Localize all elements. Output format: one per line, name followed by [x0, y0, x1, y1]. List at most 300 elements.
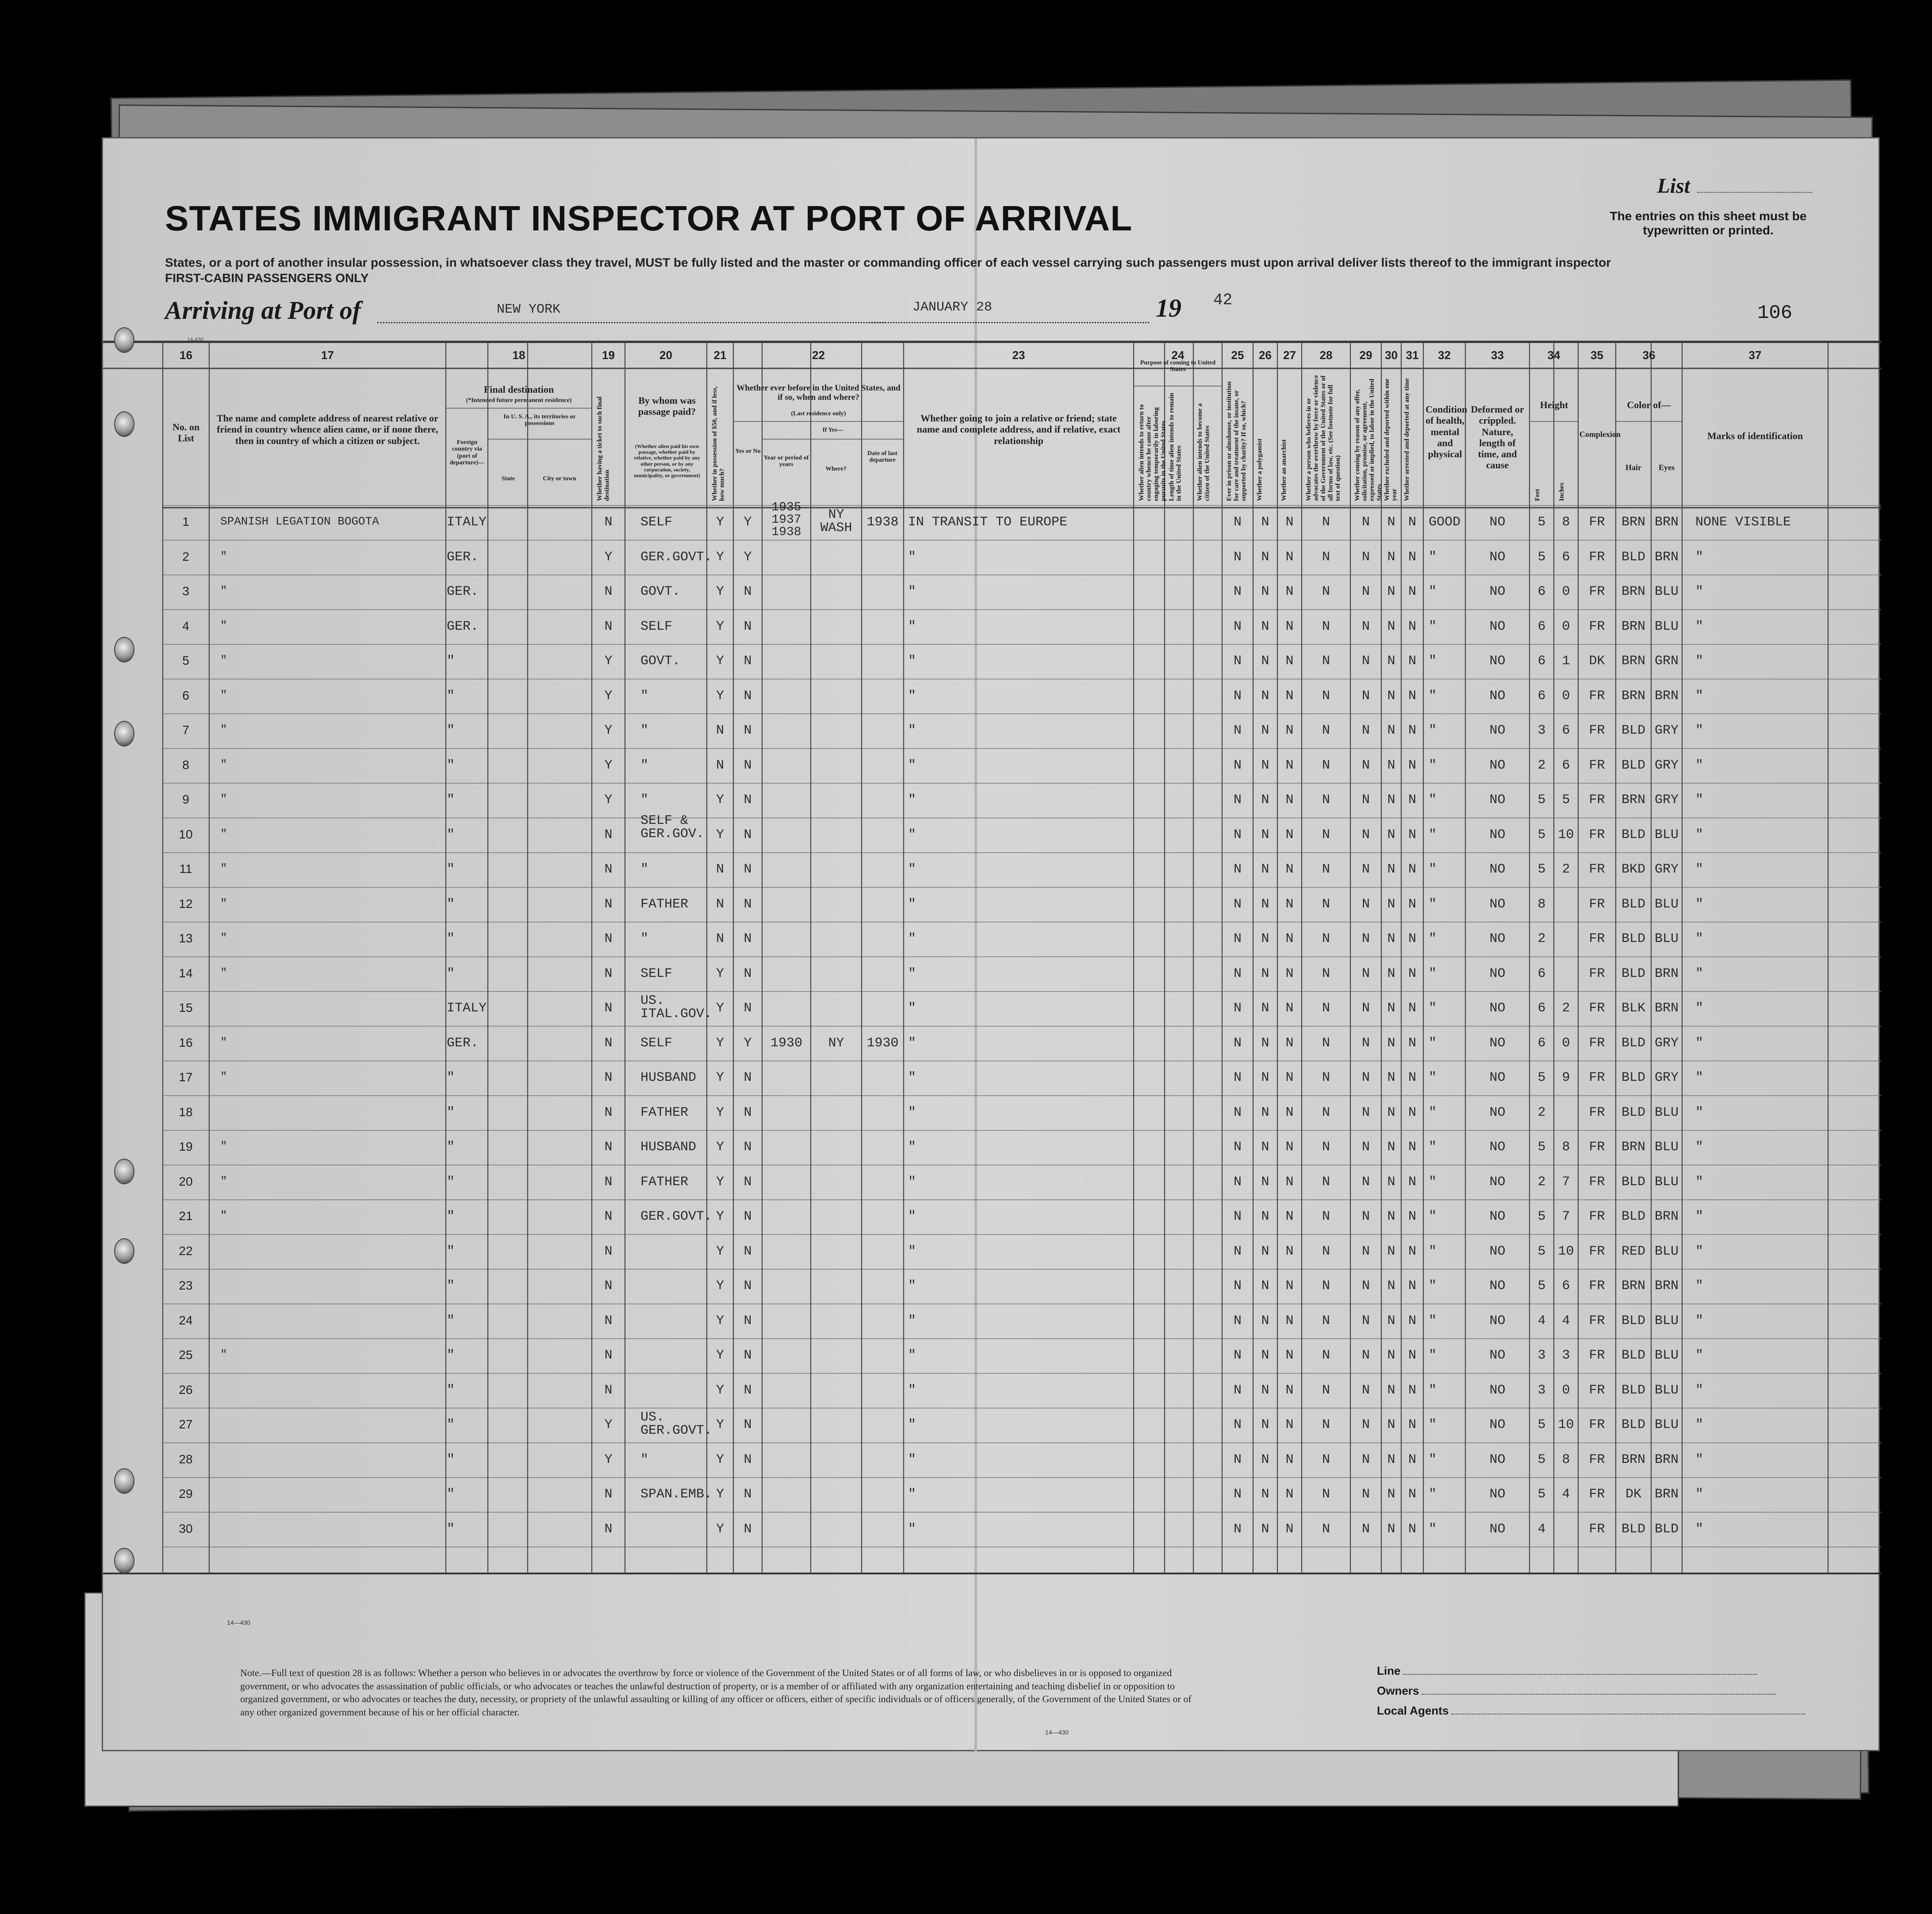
cell-q29: N [1361, 1244, 1370, 1259]
cell-complexion: FR [1589, 1382, 1605, 1398]
row-number: 6 [182, 688, 189, 702]
row-number: 25 [179, 1348, 193, 1362]
cell-hair: BRN [1621, 1279, 1645, 1294]
cell-q25: N [1233, 1279, 1242, 1294]
cell-money: Y [716, 1452, 724, 1467]
cell-marks: " [1695, 619, 1704, 634]
cell-q28: N [1322, 1244, 1330, 1259]
header-arrested: Whether arrested and deported at any time [1403, 378, 1411, 501]
cell-q28: N [1322, 654, 1330, 669]
cell-q28: N [1322, 1001, 1330, 1016]
cell-eyes: BRN [1654, 688, 1679, 704]
cell-health: " [1429, 1382, 1437, 1398]
cell-q28: N [1322, 688, 1330, 704]
cell-eyes: GRY [1654, 723, 1679, 739]
cell-inches: 8 [1562, 1452, 1570, 1467]
cell-deformed: NO [1489, 1313, 1506, 1328]
row-number: 27 [179, 1417, 193, 1432]
cell-before: N [744, 758, 752, 773]
cell-q26: N [1261, 896, 1269, 912]
cell-q27: N [1285, 1417, 1294, 1433]
column-number: 32 [1438, 348, 1451, 362]
cell-q28: N [1322, 1487, 1330, 1502]
header-anarchist: Whether an anarchist [1280, 439, 1288, 501]
cell-marks: " [1695, 862, 1704, 877]
cell-relative: " [220, 1035, 227, 1049]
footnote: Note.—Full text of question 28 is as follows: Whether a person who believes in or advocates the overthrow by force or violence of the Government of the United States or of all forms of law, or who disbelieves in or is opposed to organized government, or who advocates the assassination of public officials, or who advocates or teaches the unlawful destruction of property, or is a member of or affiliated with any organization entertaining and teaching disbelief in or opposition to organized government, or who advocates or teaches the duty, necessity, or propriety of the unlawful assaulting or killing of any officer or officers, either of specific individuals or of officers generally, of the Government of the United States or of any other organized government because of his or her official character. [240, 1667, 1192, 1718]
cell-ticket: N [604, 1140, 613, 1155]
cell-q29: N [1361, 1487, 1370, 1502]
cell-inches: 0 [1562, 619, 1570, 634]
cell-marks: " [1695, 654, 1704, 669]
cell-joining: " [908, 1244, 916, 1259]
cell-q29: N [1361, 1035, 1370, 1051]
header-city: City or town [543, 475, 576, 482]
cell-q30: N [1387, 1417, 1395, 1433]
cell-paid-by: " [640, 688, 649, 704]
cell-foreign: " [447, 966, 455, 981]
cell-ticket: N [604, 931, 613, 947]
cell-q30: N [1387, 1487, 1395, 1502]
cell-hair: BLD [1621, 1035, 1645, 1051]
row-number: 15 [179, 1001, 193, 1015]
cell-q30: N [1387, 1209, 1395, 1225]
cell-marks: " [1695, 966, 1704, 981]
cell-marks: " [1695, 1313, 1704, 1328]
cell-complexion: FR [1589, 549, 1605, 565]
cell-money: Y [716, 549, 724, 565]
cell-q31: N [1408, 1001, 1416, 1016]
cell-health: " [1429, 931, 1437, 947]
cell-q26: N [1261, 1174, 1269, 1190]
cell-q29: N [1361, 1452, 1370, 1467]
column-number: 16 [180, 348, 192, 362]
cell-hair: BRN [1621, 515, 1645, 530]
row-number: 10 [179, 827, 193, 841]
cell-before: N [744, 931, 752, 947]
cell-inches: 8 [1562, 515, 1570, 530]
cell-deformed: NO [1489, 1209, 1506, 1225]
header-before-note: (Last residence only) [791, 410, 846, 417]
cell-money: N [716, 723, 724, 739]
cell-q25: N [1233, 1452, 1242, 1467]
form-code: 14-430 [187, 337, 204, 343]
cell-eyes: BLU [1654, 1382, 1679, 1398]
cell-q29: N [1361, 1382, 1370, 1398]
cell-q28: N [1322, 966, 1330, 981]
cell-q29: N [1361, 654, 1370, 669]
cell-inches: 0 [1562, 1035, 1570, 1051]
cell-before: N [744, 1105, 752, 1120]
cell-q31: N [1408, 1035, 1416, 1051]
cell-q26: N [1261, 758, 1269, 773]
cell-q25: N [1233, 1070, 1242, 1086]
header-hair: Hair [1625, 463, 1641, 472]
cell-q27: N [1285, 1209, 1294, 1225]
cell-joining: " [908, 862, 916, 877]
cell-before: N [744, 896, 752, 912]
cell-foreign: " [447, 723, 455, 739]
cell-ticket: N [604, 1382, 613, 1398]
cell-q25: N [1233, 1417, 1242, 1433]
cell-before: N [744, 1487, 752, 1502]
cell-q31: N [1408, 1452, 1416, 1467]
cell-feet: 3 [1537, 723, 1546, 739]
cell-before: N [744, 1313, 752, 1328]
cell-q30: N [1387, 792, 1395, 808]
header-prison: Ever in prison or almshouse, or institution for care and treatment of the insane, or supported by charity? If so, which? [1226, 381, 1247, 501]
header-if-yes: If Yes— [822, 427, 843, 433]
cell-q29: N [1361, 688, 1370, 704]
cell-money: Y [716, 688, 724, 704]
cell-joining: " [908, 549, 916, 565]
manifest-sheet [102, 137, 1880, 1751]
cell-health: " [1429, 654, 1437, 669]
cell-q31: N [1408, 1174, 1416, 1190]
header-overthrow: Whether a person who believes in or advocates the overthrow by force or violence of the Government of the United States or of all forms of law, etc. (See footnote for full text of question) [1305, 375, 1342, 501]
cell-money: Y [716, 1244, 724, 1259]
cell-joining: " [908, 1140, 916, 1155]
cell-q28: N [1322, 1313, 1330, 1328]
header-inches: Inches [1558, 482, 1565, 501]
row-number: 17 [179, 1070, 193, 1084]
cell-q25: N [1233, 1382, 1242, 1398]
cell-paid-by: SELF [640, 515, 673, 530]
cell-inches: 1 [1562, 654, 1570, 669]
cell-paid-by: US. ITAL.GOV. [640, 993, 713, 1022]
cell-money: Y [716, 1035, 724, 1051]
row-number: 16 [179, 1035, 193, 1049]
column-number: 19 [602, 348, 615, 362]
cell-q30: N [1387, 1070, 1395, 1086]
cell-money: Y [716, 584, 724, 600]
cell-health: " [1429, 1348, 1437, 1363]
cell-joining: " [908, 1452, 916, 1467]
binder-hole [114, 411, 134, 437]
cell-feet: 2 [1537, 1174, 1546, 1190]
cell-q27: N [1285, 792, 1294, 808]
cell-complexion: FR [1589, 1209, 1605, 1225]
cell-marks: " [1695, 1001, 1704, 1016]
binder-hole [114, 327, 134, 353]
cell-foreign: GER. [447, 584, 479, 600]
cell-before: Y [744, 515, 752, 530]
cell-years: 1930 [770, 1035, 802, 1051]
cell-q30: N [1387, 1244, 1395, 1259]
cell-hair: BLD [1621, 1521, 1645, 1537]
header-purpose-citizen: Whether alien intends to become a citizen of the United States [1196, 403, 1211, 501]
cell-marks: " [1695, 1417, 1704, 1433]
header-where: Where? [825, 466, 847, 472]
row-number: 13 [179, 931, 193, 946]
cell-feet: 5 [1537, 1244, 1546, 1259]
cell-health: " [1429, 1244, 1437, 1259]
cell-q26: N [1261, 688, 1269, 704]
cell-q26: N [1261, 1105, 1269, 1120]
cell-q25: N [1233, 1487, 1242, 1502]
cell-q28: N [1322, 862, 1330, 877]
cell-marks: " [1695, 723, 1704, 739]
cell-q30: N [1387, 1001, 1395, 1016]
cell-q29: N [1361, 1105, 1370, 1120]
cell-deformed: NO [1489, 1487, 1506, 1502]
date-blank [866, 322, 1149, 323]
cell-feet: 5 [1537, 549, 1546, 565]
row-number: 29 [179, 1487, 193, 1501]
cell-deformed: NO [1489, 1070, 1506, 1086]
cell-before: Y [744, 1035, 752, 1051]
cell-marks: " [1695, 1174, 1704, 1190]
cell-money: N [716, 931, 724, 947]
cell-q29: N [1361, 1348, 1370, 1363]
row-number: 3 [182, 584, 189, 598]
cell-feet: 6 [1537, 1001, 1546, 1016]
cell-deformed: NO [1489, 896, 1506, 912]
cell-foreign: GER. [447, 619, 479, 634]
cell-q31: N [1408, 792, 1416, 808]
cell-health: " [1429, 1279, 1437, 1294]
cell-before: N [744, 723, 752, 739]
cell-complexion: FR [1589, 896, 1605, 912]
column-number: 27 [1283, 348, 1296, 362]
cell-complexion: FR [1589, 619, 1605, 634]
cell-q25: N [1233, 792, 1242, 808]
column-number: 36 [1642, 348, 1656, 362]
cell-hair: BRN [1621, 792, 1645, 808]
cell-q30: N [1387, 584, 1395, 600]
cell-relative: " [220, 1140, 227, 1153]
cell-q27: N [1285, 549, 1294, 565]
instructions-line: States, or a port of another insular possession, in whatsoever class they travel, MUST be fully listed and the master or commanding officer of each vessel carrying such passengers must upon arrival deliver lists thereof to the immigrant inspector [165, 256, 1611, 269]
cell-ticket: N [604, 966, 613, 981]
row-number: 26 [179, 1382, 193, 1397]
binder-hole [114, 1548, 134, 1573]
cell-marks: " [1695, 1070, 1704, 1086]
cell-q30: N [1387, 1105, 1395, 1120]
cell-q29: N [1361, 1209, 1370, 1225]
cell-money: Y [716, 792, 724, 808]
cell-eyes: BRN [1654, 515, 1679, 530]
cell-eyes: BRN [1654, 1487, 1679, 1502]
cell-marks: " [1695, 1244, 1704, 1259]
header-ticket: Whether having a ticket to such final destination [596, 396, 611, 501]
cell-q31: N [1408, 1105, 1416, 1120]
cell-health: GOOD [1429, 515, 1461, 530]
cell-where: NY WASH [820, 507, 852, 536]
cell-q26: N [1261, 1313, 1269, 1328]
cell-before: N [744, 1001, 752, 1016]
cell-marks: " [1695, 827, 1704, 842]
cell-ticket: Y [604, 758, 613, 773]
header-marks: Marks of identification [1707, 430, 1803, 441]
cell-ticket: Y [604, 723, 613, 739]
cell-q27: N [1285, 896, 1294, 912]
cell-q25: N [1233, 1244, 1242, 1259]
cell-q29: N [1361, 1521, 1370, 1537]
cell-money: Y [716, 1105, 724, 1120]
cell-q28: N [1322, 723, 1330, 739]
cell-q29: N [1361, 1417, 1370, 1433]
cell-before: N [744, 1140, 752, 1155]
cell-eyes: GRY [1654, 792, 1679, 808]
cell-eyes: BRN [1654, 1452, 1679, 1467]
row-number: 30 [179, 1521, 193, 1535]
column-number: 31 [1406, 348, 1419, 362]
cell-money: Y [716, 1140, 724, 1155]
row-number: 12 [179, 896, 193, 911]
cell-eyes: BLU [1654, 931, 1679, 947]
cell-feet: 2 [1537, 758, 1546, 773]
cell-hair: BLD [1621, 966, 1645, 981]
line-label: Line [1377, 1664, 1401, 1677]
column-number: 33 [1491, 348, 1504, 362]
cell-deformed: NO [1489, 654, 1506, 669]
row-number: 9 [182, 792, 189, 807]
cell-q28: N [1322, 1140, 1330, 1155]
header-feet: Feet [1534, 489, 1541, 501]
cell-deformed: NO [1489, 1382, 1506, 1398]
cell-paid-by: FATHER [640, 1105, 689, 1120]
list-label: List [1657, 174, 1690, 198]
cell-q31: N [1408, 1279, 1416, 1294]
cell-foreign: " [447, 1174, 455, 1190]
cell-inches: 3 [1562, 1348, 1570, 1363]
cell-q25: N [1233, 862, 1242, 877]
cell-marks: " [1695, 1382, 1704, 1398]
cell-q28: N [1322, 792, 1330, 808]
cell-q30: N [1387, 549, 1395, 565]
cell-q28: N [1322, 619, 1330, 634]
cell-deformed: NO [1489, 1452, 1506, 1467]
cell-q26: N [1261, 1070, 1269, 1086]
cell-eyes: GRY [1654, 1035, 1679, 1051]
cell-deformed: NO [1489, 584, 1506, 600]
cell-money: Y [716, 1313, 724, 1328]
cell-before: N [744, 1279, 752, 1294]
cell-joining: " [908, 758, 916, 773]
cell-q28: N [1322, 1035, 1330, 1051]
cell-foreign: GER. [447, 549, 479, 565]
header-purpose-length: Length of time alien intends to remain in the United States [1168, 393, 1183, 501]
cell-marks: NONE VISIBLE [1695, 515, 1791, 530]
cell-eyes: BLU [1654, 619, 1679, 634]
cell-joining: " [908, 688, 916, 704]
cell-years: 1935 1937 1938 [771, 501, 801, 540]
cell-relative: " [220, 1209, 227, 1223]
cell-hair: BKD [1621, 862, 1645, 877]
port-value: NEW YORK [497, 302, 561, 317]
cell-hair: BLD [1621, 758, 1645, 773]
cell-q27: N [1285, 688, 1294, 704]
cell-feet: 5 [1537, 1279, 1546, 1294]
cell-q28: N [1322, 1382, 1330, 1398]
cell-paid-by: US. GER.GOVT. [640, 1410, 713, 1439]
cell-health: " [1429, 549, 1437, 565]
cell-marks: " [1695, 931, 1704, 947]
header-before-title: Whether ever before in the United States, and if so, when and where? [736, 383, 901, 402]
cell-eyes: GRY [1654, 758, 1679, 773]
cell-q27: N [1285, 862, 1294, 877]
cell-q27: N [1285, 1382, 1294, 1398]
cell-inches: 8 [1562, 1140, 1570, 1155]
cell-q31: N [1408, 1417, 1416, 1433]
cell-inches: 7 [1562, 1209, 1570, 1225]
cell-deformed: NO [1489, 688, 1506, 704]
cell-complexion: FR [1589, 584, 1605, 600]
row-number: 24 [179, 1313, 193, 1327]
cell-feet: 5 [1537, 1452, 1546, 1467]
cell-joining: " [908, 1521, 916, 1537]
cell-q28: N [1322, 931, 1330, 947]
header-color-of: Color of— [1627, 399, 1671, 410]
cell-joining: " [908, 1174, 916, 1190]
cell-q29: N [1361, 862, 1370, 877]
cell-q28: N [1322, 758, 1330, 773]
cell-q28: N [1322, 1174, 1330, 1190]
cell-q31: N [1408, 862, 1416, 877]
cell-foreign: " [447, 1140, 455, 1155]
cell-inches: 5 [1562, 792, 1570, 808]
cell-feet: 5 [1537, 1487, 1546, 1502]
cell-q30: N [1387, 1452, 1395, 1467]
cell-q28: N [1322, 515, 1330, 530]
column-number: 24 [1171, 348, 1184, 362]
cell-paid-by: " [640, 862, 649, 877]
cell-q27: N [1285, 1487, 1294, 1502]
cell-health: " [1429, 896, 1437, 912]
cell-marks: " [1695, 1035, 1704, 1051]
cell-q26: N [1261, 1279, 1269, 1294]
cell-q29: N [1361, 1140, 1370, 1155]
cell-foreign: " [447, 1209, 455, 1225]
cell-complexion: FR [1589, 1105, 1605, 1120]
cell-health: " [1429, 1035, 1437, 1051]
cell-q27: N [1285, 1279, 1294, 1294]
cell-money: N [716, 896, 724, 912]
cell-foreign: " [447, 896, 455, 912]
header-in-usa: In U. S. A., its territories or possessions [503, 413, 576, 427]
cell-paid-by: GER.GOVT. [640, 549, 713, 565]
cell-health: " [1429, 966, 1437, 981]
cell-foreign: " [447, 1105, 455, 1120]
cell-hair: RED [1621, 1244, 1645, 1259]
cell-q29: N [1361, 1001, 1370, 1016]
cell-paid-by: SELF [640, 1035, 673, 1051]
cell-feet: 5 [1537, 827, 1546, 842]
column-number: 35 [1591, 348, 1603, 362]
cell-complexion: FR [1589, 758, 1605, 773]
cell-inches: 10 [1558, 827, 1574, 842]
cell-q28: N [1322, 1279, 1330, 1294]
cell-q30: N [1387, 723, 1395, 739]
cell-deformed: NO [1489, 1105, 1506, 1120]
page-title: STATES IMMIGRANT INSPECTOR AT PORT OF ARRIVAL [165, 199, 1133, 238]
cell-deformed: NO [1489, 1001, 1506, 1016]
row-number: 2 [182, 549, 189, 563]
cell-before: N [744, 966, 752, 981]
cell-ticket: N [604, 1105, 613, 1120]
cell-complexion: FR [1589, 1035, 1605, 1051]
cell-deformed: NO [1489, 619, 1506, 634]
cell-q26: N [1261, 862, 1269, 877]
cell-relative: " [220, 792, 227, 806]
cell-q28: N [1322, 1209, 1330, 1225]
cell-q29: N [1361, 966, 1370, 981]
cell-money: N [716, 862, 724, 877]
cell-marks: " [1695, 896, 1704, 912]
row-number: 7 [182, 723, 189, 737]
cell-joining: " [908, 1209, 916, 1225]
